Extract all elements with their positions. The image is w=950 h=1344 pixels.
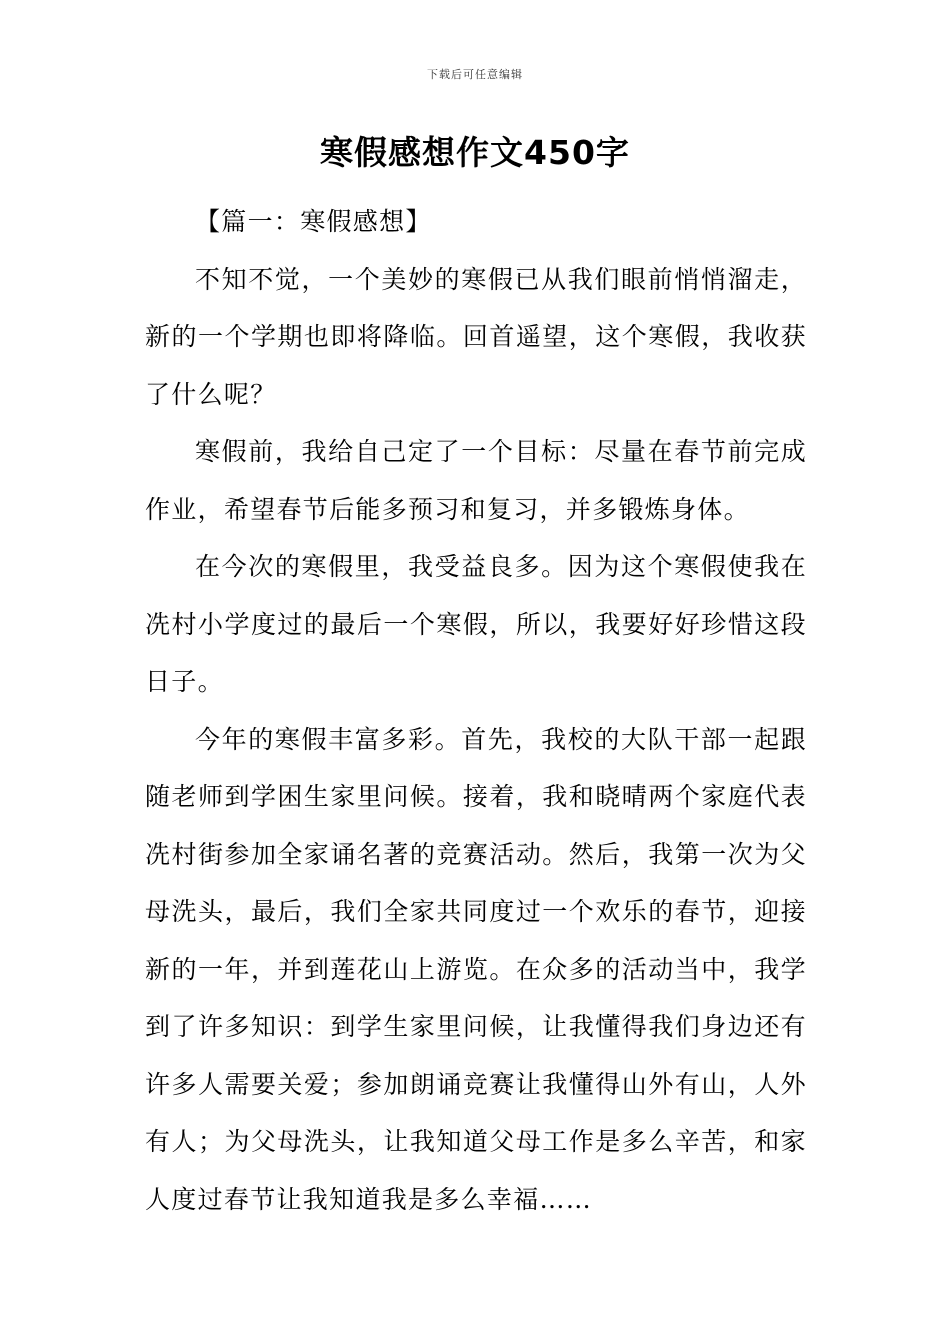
paragraph-1: 不知不觉，一个美妙的寒假已从我们眼前悄悄溜走，新的一个学期也即将降临。回首遥望，这个寒假，我收获了什么呢？ xyxy=(145,264,807,409)
paragraph-3: 在今次的寒假里，我受益良多。因为这个寒假使我在冼村小学度过的最后一个寒假，所以，我要好好珍惜这段日子。 xyxy=(145,552,807,696)
paragraph-2: 寒假前，我给自己定了一个目标：尽量在春节前完成作业，希望春节后能多预习和复习，并多锻炼身体。 xyxy=(145,437,807,524)
document-body xyxy=(145,193,807,1228)
document-title: 寒假感想作文450字 xyxy=(320,133,630,172)
section-heading: 【篇一：寒假感想】 xyxy=(195,207,432,236)
paragraph-4: 今年的寒假丰富多彩。首先，我校的大队干部一起跟随老师到学困生家里问候。接着，我和晓晴两个家庭代表冼村街参加全家诵名著的竞赛活动。然后，我第一次为父母洗头，最后，我们全家共同度过一个欢乐的春节，迎接新的一年，并到莲花山上游览。在众多的活动当中，我学到了许多知识：到学生家里问候，让我懂得我们身边还有许多人需要关爱；参加朗诵竞赛让我懂得山外有山，人外有人；为父母洗头，让我知道父母工作是多么辛苦，和家人度过春节让我知道我是多么幸福…… xyxy=(145,724,807,1214)
header-note: 下载后可任意编辑 xyxy=(427,68,523,81)
